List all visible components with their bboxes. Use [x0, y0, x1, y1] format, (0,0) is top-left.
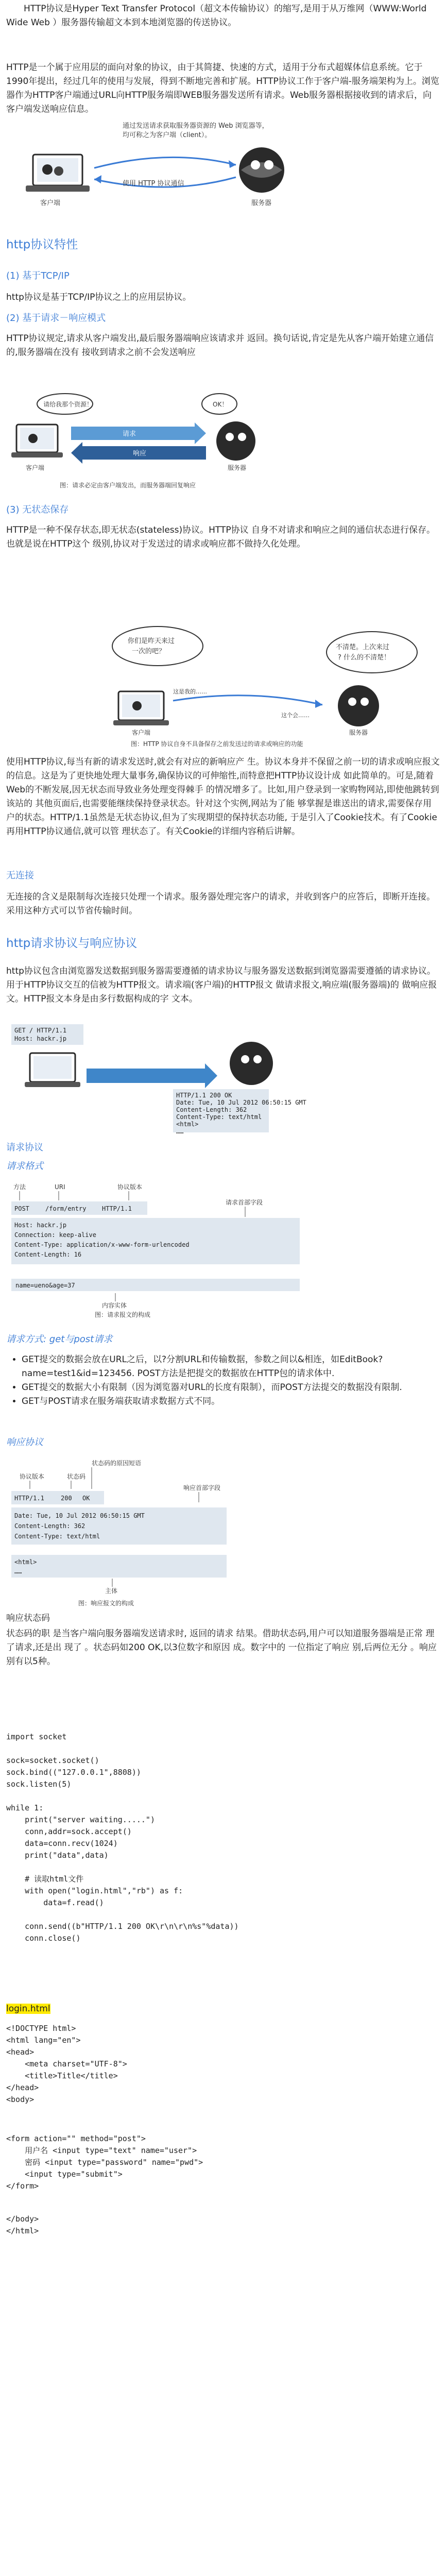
fig2-response-label: 响应 — [133, 450, 147, 457]
response-header-line: Content-Length: 362 — [14, 1522, 85, 1530]
format-heading: http请求协议与响应协议 — [6, 937, 138, 950]
server-globe-icon — [239, 147, 284, 193]
intro-paragraph: HTTP协议是Hyper Text Transfer Protocol（超文本传输协议）的缩写,是用于从万维网（WWW:World Wide Web ）服务器传输超文本到本地浏览器的传送协议。 — [6, 4, 427, 28]
html-code-head: <!DOCTYPE html> <html lang="en"> <head> <meta charset="UTF-8"> <title>Title</title> </head> <body> — [6, 2024, 127, 2104]
fig2-request-label: 请求 — [123, 430, 136, 438]
fig3-right-bubble — [327, 632, 417, 673]
request-response-figure — [9, 393, 277, 496]
request-line-part: POST — [14, 1205, 29, 1212]
client-server-figure — [14, 118, 318, 237]
server-globe-icon — [338, 685, 379, 726]
format-paragraph: http协议包含由浏览器发送数据到服务器需要遵循的请求协议与服务器发送数据到浏览器需要遵循的请求协议。用于HTTP协议交互的信被为HTTP报文。请求端(客户端)的HTTP报文 做请求报文,响应端(服务器端)的 做响应报文。HTTP报文本身是由多行数据构成的字 文本。 — [6, 966, 437, 1004]
fig2-right-bubble-text: OK！ — [213, 401, 228, 408]
response-message-line: …… — [176, 1128, 184, 1135]
message-exchange-figure — [9, 1022, 329, 1136]
tcp-paragraph: http协议是基于TCP/IP协议之上的应用层协议。 — [6, 292, 192, 302]
fig2-client-label: 客户端 — [26, 464, 45, 471]
client-computer-icon — [26, 155, 90, 192]
login-file-label: login.html — [6, 2004, 50, 2014]
html-code-tail: </body> </html> — [6, 2214, 39, 2235]
response-header-line: Date: Tue, 10 Jul 2012 06:50:15 GMT — [14, 1512, 145, 1519]
request-message-structure-figure — [9, 1180, 308, 1319]
fig3-caption: 图：HTTP 协议自身不具备保存之前发送过的请求或响应的功能 — [131, 740, 303, 748]
request-response-heading: (2) 基于请求－响应模式 — [6, 313, 106, 324]
features-heading: http协议特性 — [6, 238, 78, 251]
response-body-box — [11, 1555, 227, 1578]
html-code-form: <form action="" method="post"> 用户名 <input type="text" name="user"> 密码 <input type="password" name="pwd"> <input type="submit"> </form> — [6, 2134, 203, 2191]
connectionless-heading: 无连接 — [6, 870, 34, 881]
fig2-caption: 图：请求必定由客户端发出，而服务器端回复响应 — [60, 482, 196, 489]
response-message-line: Content-Length: 362 — [176, 1106, 247, 1113]
client-computer-icon — [11, 425, 63, 457]
client-computer-icon — [25, 1053, 80, 1087]
fig3-client-label: 客户端 — [132, 729, 151, 736]
fig1-top-text-2: 均可称之为客户端（client）。 — [123, 131, 212, 139]
fig1-server-label: 服务器 — [251, 199, 272, 207]
request-format-heading: 请求格式 — [6, 1161, 43, 1172]
request-arrow — [94, 157, 236, 168]
fig3-left-bubble-text-2: 一次的吧？ — [132, 648, 166, 655]
fig2-server-label: 服务器 — [228, 464, 247, 471]
fig6-version-label: 协议版本 — [20, 1473, 45, 1480]
connectionless-paragraph: 无连接的含义是限制每次连接只处理一个请求。服务器处理完客户的请求，并收到客户的应答后，即断开连接。采用这种方式可以节省传输时间。 — [6, 892, 435, 916]
fig5-uri-label: URI — [55, 1183, 65, 1191]
exchange-arrow — [87, 1069, 205, 1083]
fig3-server-label: 服务器 — [349, 729, 368, 736]
python-server-code: import socket sock=socket.socket() sock.bind(("127.0.0.1",8808)) sock.listen(5) while 1: print("server waiting.....") conn,addr=sock.accept() data=conn.recv(1024) print("data",data) # 读取html文件 with open("login.html","rb") as f: data=f.read() conn.send((b"HTTP/1.1 200 OK\r\n\r\n%s"%data)) conn.close() — [6, 1732, 239, 1943]
response-message-structure-figure — [9, 1454, 308, 1608]
fig2-left-bubble-text: 请给我那个资源！ — [43, 401, 93, 408]
response-body-line: <html> — [14, 1558, 37, 1566]
response-body-line: …… — [14, 1568, 22, 1575]
fig3-right-bubble-text-2: ? 什么的不清楚！ — [338, 654, 391, 662]
response-message-line: HTTP/1.1 200 OK — [176, 1092, 232, 1099]
request-header-line: Host: hackr.jp — [14, 1222, 67, 1229]
fig5-method-label: 方法 — [13, 1183, 26, 1191]
response-message-line: <html> — [176, 1121, 199, 1128]
fig3-left-bubble — [112, 626, 203, 666]
server-globe-icon — [216, 421, 255, 461]
stateless-figure — [96, 616, 420, 750]
list-item: • GET提交的数据大小有限制（因为浏览器对URL的长度有限制），而POST方法提交的数据没有限制. — [22, 1381, 440, 1395]
request-protocol-heading: 请求协议 — [6, 1142, 43, 1153]
fig6-header-label: 响应首部字段 — [183, 1484, 221, 1492]
response-message-line: Content-Type: text/html — [176, 1113, 262, 1121]
request-header-line: Content-Type: application/x-www-form-urlencoded — [14, 1241, 190, 1248]
fig6-body-label: 主体 — [105, 1587, 118, 1595]
response-protocol-heading: 响应协议 — [6, 1437, 43, 1448]
request-line-part: /form/entry — [45, 1205, 87, 1212]
response-message-line: Date: Tue, 10 Jul 2012 06:50:15 GMT — [176, 1099, 306, 1106]
fig5-body-text: name=ueno&age=37 — [15, 1282, 75, 1289]
fig5-body-label: 内容实体 — [102, 1302, 127, 1309]
response-header-line: Content-Type: text/html — [14, 1533, 100, 1540]
fig3-right-bubble-text-1: 不清楚。上次来过 — [336, 643, 390, 651]
list-item: • GET与POST请求在服务端获取请求数据方式不同。 — [22, 1395, 440, 1409]
status-line-part: HTTP/1.1 — [14, 1495, 44, 1502]
fig3-left-speech: 这是我的…… — [173, 688, 207, 695]
get-post-list — [6, 1353, 440, 1409]
request-line-part: HTTP/1.1 — [102, 1205, 132, 1212]
fig1-client-label: 客户端 — [40, 199, 61, 207]
fig3-right-speech: 这个会…… — [281, 712, 310, 719]
fig1-arrow-label: 使用 HTTP 协议通信 — [123, 180, 184, 188]
fig6-caption: 图：响应报文的构成 — [78, 1600, 134, 1607]
status-line-part: 200 — [61, 1495, 72, 1502]
fig6-status-code-label: 状态码 — [67, 1473, 86, 1480]
http-description-paragraph: HTTP是一个属于应用层的面向对象的协议，由于其简捷、快速的方式，适用于分布式超媒体信息系统。它于1990年提出，经过几年的使用与发展，得到不断地完善和扩展。HTTP协议工作于客户端-服务端架构为上。浏览器作为HTTP客户端通过URL向HTTP服务端即WEB服务器发送所有请求。Web服务器根据接收到的请求后，向客户端发送响应信息。 — [6, 62, 439, 114]
stateless-heading: (3) 无状态保存 — [6, 504, 69, 515]
tcp-heading: (1) 基于TCP/IP — [6, 270, 70, 281]
fig3-arrow — [173, 696, 322, 705]
fig5-header-label: 请求首部字段 — [226, 1199, 263, 1206]
status-code-paragraph: 状态码的职 是当客户端向服务器端发送请求时, 返回的请求 结果。借助状态码,用户可以知道服务器端是正常 理了请求,还是出 现了 。状态码如200 OK,以3位数字和原因 成。数字中的 一位指定了响应 别,后两位无分 。响应 别有以5种。 — [6, 1629, 437, 1667]
request-message-line: GET / HTTP/1.1 — [14, 1027, 67, 1034]
client-computer-icon — [113, 691, 169, 725]
fig5-version-label: 协议版本 — [117, 1183, 143, 1191]
request-response-paragraph: HTTP协议规定,请求从客户端发出,最后服务器端响应该请求并 返回。换句话说,肯定是先从客户端开始建立通信的,服务器端在没有 接收到请求之前不会发送响应 — [6, 333, 434, 358]
fig3-left-bubble-text-1: 你们是昨天来过 — [128, 637, 175, 645]
fig6-reason-label: 状态码的原因短语 — [92, 1460, 142, 1467]
get-post-heading: 请求方式: get与post请求 — [6, 1334, 113, 1345]
cookie-paragraph: 使用HTTP协议,每当有新的请求发送时,就会有对应的新响应产 生。协议本身并不保留之前一切的请求或响应报文的信息。这是为了更快地处理大量事务,确保协议的可伸缩性,而特意把HTTP协议设计成 如此简单的。可是,随着Web的不断发展,因无状态而导致业务处理变得棘手 的情况增多了。比如,用户登录到一家购物网站,即使他跳转到该站的 其他页面后,也需要能继续保持登录状态。针对这个实例,网站为了能 够掌握是谁送出的请求,需要保存用户的状态。HTTP/1.1虽然是无状态协议,但为了实现期望的保持状态功能, 于是引入了Cookie技术。有了Cookie再用HTTP协议通信,就可以管 理状态了。有关Cookie的详细内容稍后讲解。 — [6, 757, 440, 837]
server-globe-icon — [230, 1042, 273, 1085]
stateless-paragraph: HTTP是一种不保存状态,即无状态(stateless)协议。HTTP协议 自身不对请求和响应之间的通信状态进行保存。也就是说在HTTP这个 级别,协议对于发送过的请求或响应都不做持久化处理。 — [6, 525, 436, 549]
fig5-caption: 图：请求报文的构成 — [95, 1311, 151, 1318]
status-code-heading: 响应状态码 — [6, 1613, 50, 1623]
fig1-top-text-1: 通过发送请求获取服务器资源的 Web 浏览器等， — [123, 122, 269, 130]
request-header-line: Connection: keep-alive — [14, 1231, 96, 1239]
request-message-line: Host: hackr.jp — [14, 1035, 67, 1042]
status-line-part: OK — [82, 1495, 90, 1502]
request-header-line: Content-Length: 16 — [14, 1251, 82, 1258]
list-item: • GET提交的数据会放在URL之后，以?分割URL和传输数据，参数之间以&相连，如EditBook?name=test1&id=123456. POST方法是把提交的数据放在HTTP包的请求体中. — [22, 1353, 440, 1381]
